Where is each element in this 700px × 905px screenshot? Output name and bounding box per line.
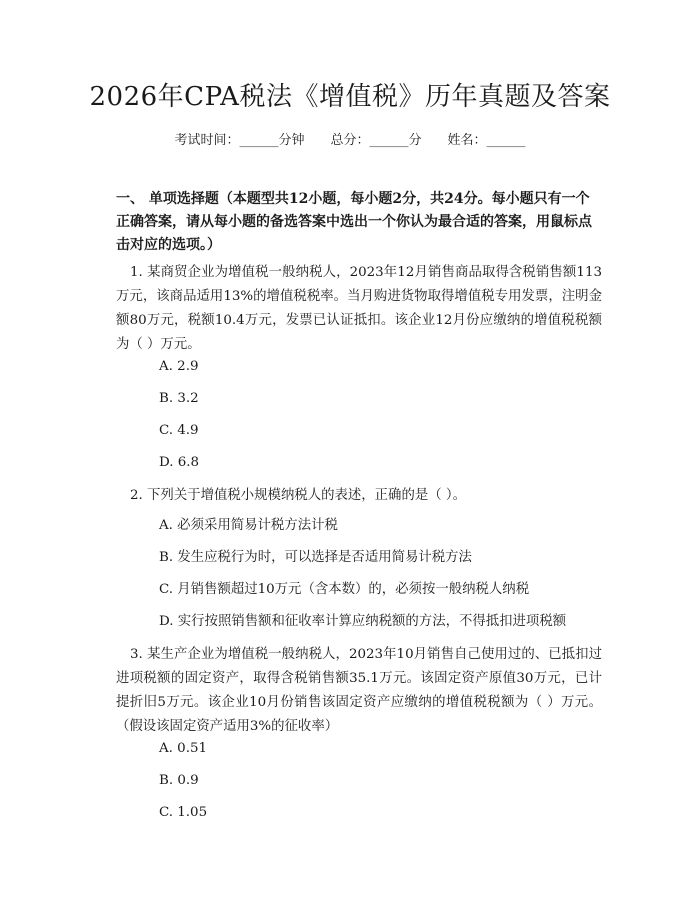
section-heading: 一、 单项选择题（本题型共12小题，每小题2分，共24分。每小题只有一个正确答案，请从每小题的备选答案中选出一个你认为最合适的答案，用鼠标点击对应的选项。）	[116, 191, 592, 253]
question-3-option-c[interactable]: C. 1.05	[159, 805, 208, 820]
exam-info-line	[0, 131, 700, 151]
question-3-text: 3. 某生产企业为增值税一般纳税人，2023年10月销售自己使用过的、已抵扣过进项税额的固定资产，取得含税销售额35.1万元。该固定资产原值30万元，已计提折旧5万元。该企业10月份销售该固定资产应缴纳的增值税税额为（ ）万元。（假设该固定资产适用3%的征收率）	[116, 647, 602, 734]
page-title: 2026年CPA税法《增值税》历年真题及答案	[89, 82, 611, 112]
name-label: 姓名：______	[447, 133, 526, 148]
question-2-option-d[interactable]: D. 实行按照销售额和征收率计算应纳税额的方法，不得抵扣进项税额	[159, 614, 567, 629]
question-2-option-c[interactable]: C. 月销售额超过10万元（含本数）的，必须按一般纳税人纳税	[159, 582, 530, 597]
question-3-option-b[interactable]: B. 0.9	[159, 773, 199, 788]
question-1-option-a[interactable]: A. 2.9	[159, 359, 199, 374]
question-2-option-a[interactable]: A. 必须采用简易计税方法计税	[159, 518, 338, 533]
question-2-option-b[interactable]: B. 发生应税行为时，可以选择是否适用简易计税方法	[159, 550, 472, 565]
question-1-text: 1. 某商贸企业为增值税一般纳税人，2023年12月销售商品取得含税销售额113万元，该商品适用13%的增值税税率。当月购进货物取得增值税专用发票，注明金额80万元，税额10.4万元，发票已认证抵扣。该企业12月份应缴纳的增值税税额为（ ）万元。	[116, 265, 602, 352]
exam-time-label: 考试时间：______分钟	[174, 133, 305, 148]
total-score-label: 总分：______分	[330, 133, 422, 148]
question-1-option-b[interactable]: B. 3.2	[159, 391, 199, 406]
question-1-option-d[interactable]: D. 6.8	[159, 455, 200, 470]
question-2-text: 2. 下列关于增值税小规模纳税人的表述，正确的是（ ）。	[130, 488, 466, 503]
question-1-option-c[interactable]: C. 4.9	[159, 423, 199, 438]
question-3-option-a[interactable]: A. 0.51	[159, 741, 207, 756]
